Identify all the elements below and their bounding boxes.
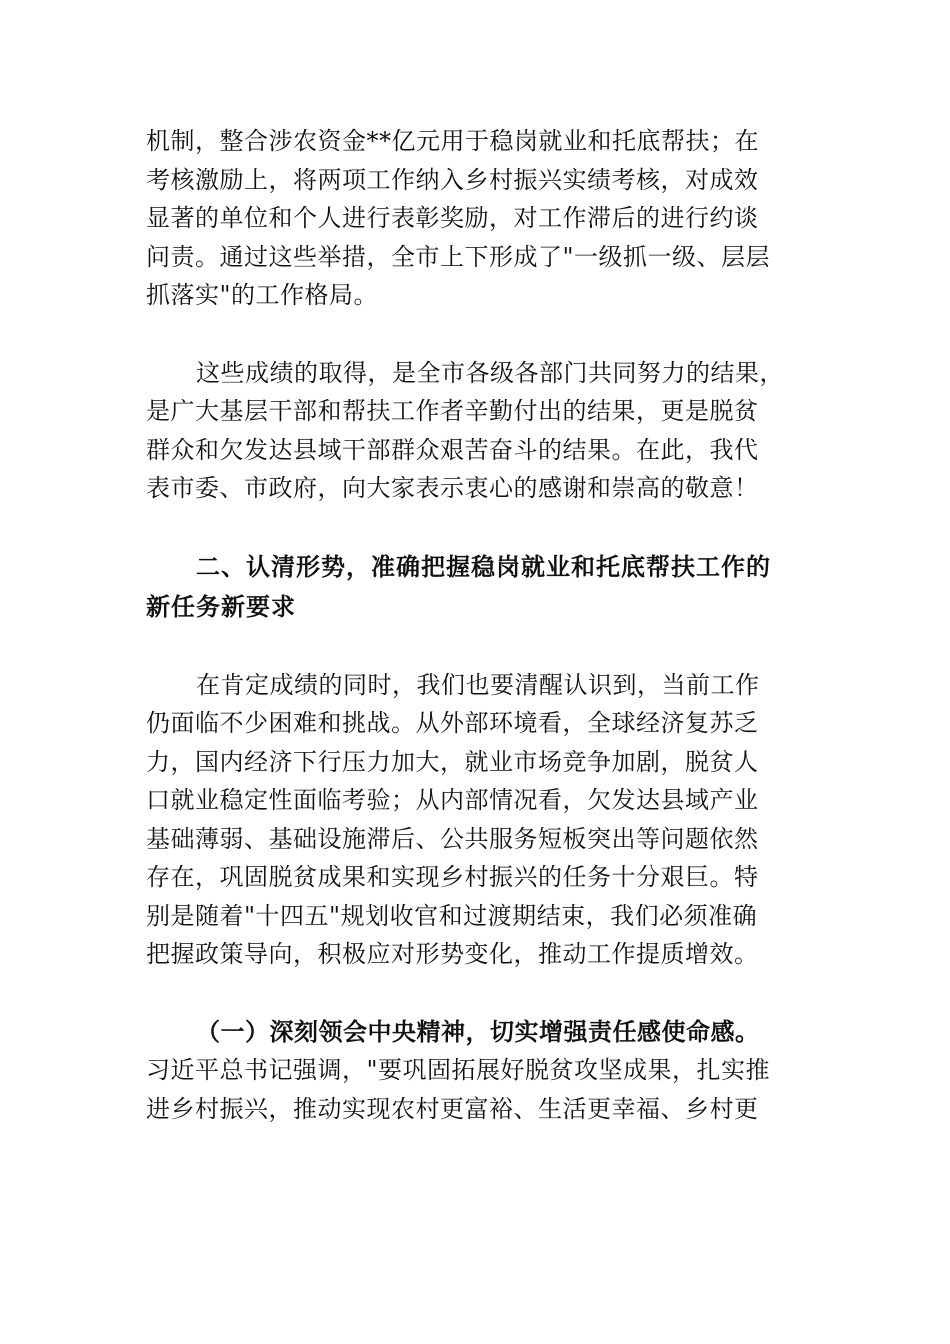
text-line: 在肯定成绩的同时，我们也要清醒认识到，当前工作	[196, 670, 760, 699]
text-line: 进乡村振兴，推动实现农村更富裕、生活更幸福、乡村更	[146, 1094, 759, 1123]
document-page	[146, 122, 806, 1128]
paragraph-4	[146, 1013, 806, 1129]
text-line: 是广大基层干部和帮扶工作者辛勤付出的结果，更是脱贫	[146, 397, 759, 425]
heading-line: 二、认清形势，准确把握稳岗就业和托底帮扶工作的	[196, 552, 771, 581]
subsection-heading: （一）深刻领会中央精神，切实增强责任感使命感。	[196, 1017, 760, 1046]
paragraph-gap	[146, 508, 806, 547]
text-line: 抓落实"的工作格局。	[146, 281, 379, 309]
text-line: 表市委、市政府，向大家表示衷心的感谢和崇高的敬意！	[146, 474, 759, 502]
paragraph-gap	[146, 974, 806, 1013]
text-line: 这些成绩的取得，是全市各级各部门共同努力的结果，	[196, 358, 784, 387]
text-line: 力，国内经济下行压力加大，就业市场竞争加剧，脱贫人	[146, 747, 759, 776]
text-line: 习近平总书记强调，"要巩固拓展好脱贫攻坚成果，扎实推	[146, 1056, 771, 1084]
text-line: 问责。通过这些举措，全市上下形成了"一级抓一级、层层	[146, 242, 771, 271]
text-line: 机制，整合涉农资金**亿元用于稳岗就业和托底帮扶；在	[146, 127, 759, 155]
text-line: 基础薄弱、基础设施滞后、公共服务短板突出等问题依然	[146, 824, 759, 853]
text-line: 群众和欠发达县域干部群众艰苦奋斗的结果。在此，我代	[146, 435, 759, 464]
text-line: 仍面临不少困难和挑战。从外部环境看，全球经济复苏乏	[146, 709, 759, 737]
paragraph-2	[146, 354, 806, 508]
heading-line: 新任务新要求	[146, 592, 296, 621]
text-line: 存在，巩固脱贫成果和实现乡村振兴的任务十分艰巨。特	[146, 863, 759, 891]
text-line: 别是随着"十四五"规划收官和过渡期结束，我们必须准确	[146, 901, 758, 930]
paragraph-3	[146, 666, 806, 974]
text-line: 口就业稳定性面临考验；从内部情况看，欠发达县域产业	[146, 786, 759, 814]
paragraph-gap	[146, 627, 806, 666]
paragraph-1	[146, 122, 806, 315]
section-heading	[146, 547, 806, 627]
text-line: 显著的单位和个人进行表彰奖励，对工作滞后的进行约谈	[146, 204, 759, 232]
text-line: 把握政策导向，积极应对形势变化，推动工作提质增效。	[146, 940, 759, 968]
text-line: 考核激励上，将两项工作纳入乡村振兴实绩考核，对成效	[146, 165, 759, 194]
paragraph-gap	[146, 315, 806, 354]
